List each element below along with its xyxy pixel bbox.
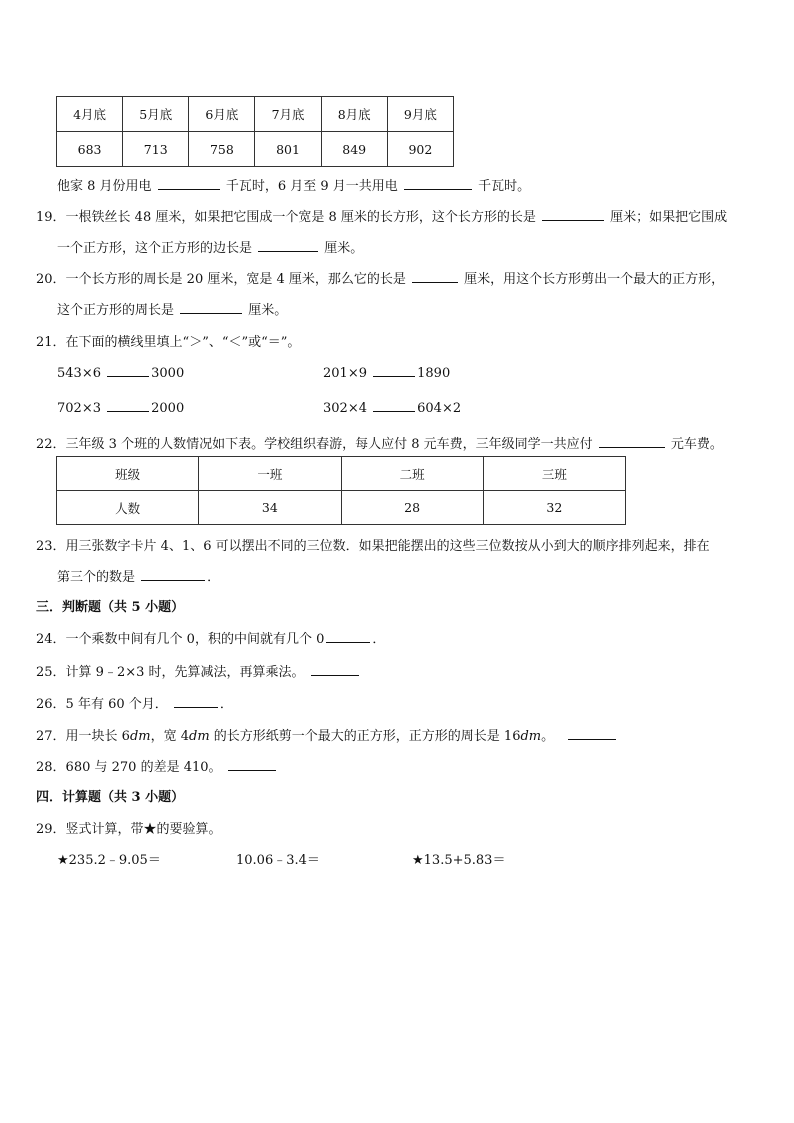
table-cell: 902 xyxy=(387,132,453,167)
q21-item: 702×3 2000 xyxy=(57,401,185,416)
table-header-cell: 9月底 xyxy=(387,97,453,132)
table-header-cell: 4月底 xyxy=(57,97,123,132)
q27: 27．用一块长 6dm，宽 4dm 的长方形纸剪一个最大的正方形，正方形的周长是 16dm。 xyxy=(36,725,618,744)
answer-blank[interactable] xyxy=(373,399,415,412)
q19-line1: 19．一根铁丝长 48 厘米，如果把它围成一个宽是 8 厘米的长方形，这个长方形的长是 厘米；如果把它围成 xyxy=(36,210,728,225)
table-header-cell: 二班 xyxy=(341,457,483,491)
q20-line2: 这个正方形的周长是 厘米。 xyxy=(57,303,288,318)
answer-blank[interactable] xyxy=(141,568,205,581)
section-heading: 三．判断题（共 5 小题） xyxy=(36,600,185,615)
table-header-cell: 一班 xyxy=(199,457,341,491)
answer-blank[interactable] xyxy=(412,270,458,283)
table-cell: 28 xyxy=(341,491,483,525)
class-table xyxy=(56,456,626,525)
q25: 25．计算 9﹣2×3 时，先算减法，再算乘法。 xyxy=(36,661,361,680)
answer-blank[interactable] xyxy=(373,364,415,377)
table-cell: 713 xyxy=(123,132,189,167)
q19-line2: 一个正方形，这个正方形的边长是 厘米。 xyxy=(57,241,364,256)
q21-item: 201×9 1890 xyxy=(323,366,451,381)
answer-blank[interactable] xyxy=(158,177,220,190)
q23-line2: 第三个的数是 ． xyxy=(57,570,221,585)
answer-blank[interactable] xyxy=(311,663,359,676)
table-header-cell: 6月底 xyxy=(189,97,255,132)
table-cell: 758 xyxy=(189,132,255,167)
q29-item: ★235.2﹣9.05＝ xyxy=(57,853,161,868)
q22-text: 22．三年级 3 个班的人数情况如下表。学校组织春游，每人应付 8 元车费，三年级同学一共应付 元车费。 xyxy=(36,437,723,452)
table-cell: 683 xyxy=(57,132,123,167)
q23-line1: 23．用三张数字卡片 4、1、6 可以摆出不同的三位数．如果把能摆出的这些三位数按从小到大的顺序排列起来，排在 xyxy=(36,539,710,554)
q20-line1: 20．一个长方形的周长是 20 厘米，宽是 4 厘米，那么它的长是 厘米，用这个长方形剪出一个最大的正方形， xyxy=(36,272,725,287)
q21-item: 543×6 3000 xyxy=(57,366,185,381)
table-cell: 801 xyxy=(255,132,321,167)
q21-item: 302×4 604×2 xyxy=(323,401,462,416)
q29-title: 29．竖式计算，带★的要验算。 xyxy=(36,822,222,837)
table-header-cell: 三班 xyxy=(483,457,625,491)
table-cell: 32 xyxy=(483,491,625,525)
answer-blank[interactable] xyxy=(228,758,276,771)
electricity-table xyxy=(56,96,454,167)
table-cell: 34 xyxy=(199,491,341,525)
answer-blank[interactable] xyxy=(599,435,665,448)
answer-blank[interactable] xyxy=(542,208,604,221)
q18-answer-line: 他家 8 月份用电 千瓦时，6 月至 9 月一共用电 千瓦时。 xyxy=(57,179,531,194)
section-heading: 四．计算题（共 3 小题） xyxy=(36,790,185,805)
table-header-cell: 8月底 xyxy=(321,97,387,132)
answer-blank[interactable] xyxy=(258,239,318,252)
answer-blank[interactable] xyxy=(107,364,149,377)
q29-item: ★13.5+5.83＝ xyxy=(412,853,506,868)
table-header-cell: 7月底 xyxy=(255,97,321,132)
q29-item: 10.06﹣3.4＝ xyxy=(236,853,320,868)
q24: 24．一个乘数中间有几个 0，积的中间就有几个 0 ． xyxy=(36,632,386,647)
table-header-cell: 班级 xyxy=(57,457,199,491)
table-cell: 849 xyxy=(321,132,387,167)
q26: 26．5 年有 60 个月． ． xyxy=(36,697,233,712)
q28: 28．680 与 270 的差是 410。 xyxy=(36,756,278,775)
q21-title: 21．在下面的横线里填上“＞”、“＜”或“＝”。 xyxy=(36,335,301,350)
answer-blank[interactable] xyxy=(107,399,149,412)
answer-blank[interactable] xyxy=(404,177,472,190)
answer-blank[interactable] xyxy=(180,301,242,314)
table-cell: 人数 xyxy=(57,491,199,525)
answer-blank[interactable] xyxy=(174,695,218,708)
table-header-cell: 5月底 xyxy=(123,97,189,132)
answer-blank[interactable] xyxy=(326,630,370,643)
answer-blank[interactable] xyxy=(568,727,616,740)
